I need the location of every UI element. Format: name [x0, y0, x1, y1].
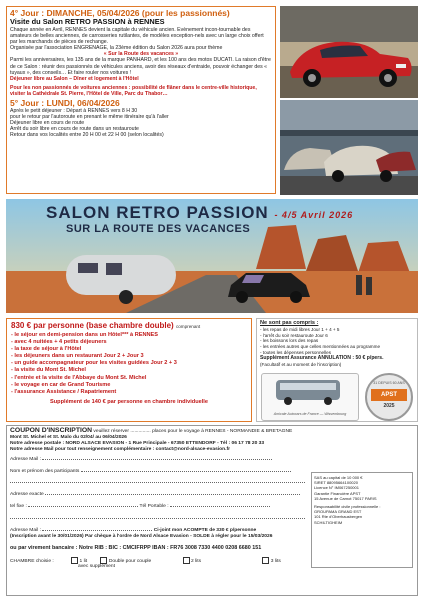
company-info-line: 101 Rte d'Oberhausbergen [314, 514, 363, 520]
company-info-line: GROUPAMA GRAND EST [314, 509, 362, 515]
apst-badge-top: 31 DEPUIS 60 ANS [373, 381, 405, 385]
room-label: CHAMBRE choisie : [10, 558, 54, 564]
not-included-item: - les boissons lors des repas [260, 338, 319, 344]
day4-para5: Pour les non passionnés de voitures anciennes : possibilité de flâner dans le centre-ville historique, visiter la Cathédrale St. Pierre, l'Hôtel de Ville, Parc du Thabor… [10, 84, 257, 97]
room-single-checkbox[interactable] [71, 557, 78, 564]
participants-field-2[interactable] [10, 482, 305, 483]
company-info-box [311, 472, 413, 568]
banner-title [46, 203, 353, 223]
day5-program [10, 99, 272, 138]
room-double-checkbox[interactable] [100, 557, 107, 564]
company-info-line: Licence N° IM067250001 [314, 485, 359, 491]
day4-para4: Déjeuner libre au Salon – Dîner et logement à l'Hôtel [10, 75, 139, 82]
room-two-label: 2 lits [190, 558, 202, 564]
amicale-logo [261, 373, 359, 421]
apst-badge-year: 2025 [383, 403, 395, 409]
price-item: - le séjour en demi-pension dans un Hôtel*** à RENNES [11, 332, 159, 338]
banner-title-text: SALON RETRO PASSION [46, 203, 269, 222]
coupon-address: Notre adresse postale : NORD ALSACE EVASION - 1 Rue Principale - 67350 ETTENDORF - Tél : 06 17 78 20 33 [10, 440, 265, 446]
coupon-email: Notre adresse Mail pour tout renseignement complémentaire : contact@nord-alsace-evasion.fr [10, 446, 231, 452]
not-included-item: - toutes les dépenses personnelles [260, 349, 331, 355]
label-exact-address: Adresse exacte [10, 492, 44, 498]
mobile-field[interactable] [170, 506, 270, 507]
insurance-supplement: Supplément Assurance ANNULATION : 50 € p/pers. [260, 354, 384, 361]
not-included-item: - l'arrêt du soir restauroute Jour 6 [260, 332, 328, 338]
not-included-item: - les entrées autres que celles mentionnées au programme [260, 344, 381, 350]
label-address-mail: Adresse Mail : [10, 456, 41, 462]
day5-line: pour le retour par l'autoroute en prenant le même itinéraire qu'à l'aller [10, 114, 169, 121]
price-item: - les déjeuners dans un restaurant Jour 2 + Jour 3 [11, 353, 144, 360]
not-included-box [256, 318, 418, 422]
price-item: - le voyage en car de Grand Tourisme [11, 381, 111, 388]
price-heading [11, 321, 247, 332]
room-three-checkbox[interactable] [262, 557, 269, 564]
insurance-note: (Facultatif et au moment de l'inscription) [260, 361, 342, 367]
day4-para1: Chaque année en Avril, RENNES devient la capitale du véhicule ancien. Evènement incon-tournable des amateurs de belles anciennes, de carrosseries rutilantes, de modèles exception-nels avec un large choix offert par les marchands de pièces de rechange. [10, 27, 264, 46]
price-box [6, 318, 252, 422]
day4-subheading: Visite du Salon RETRO PASSION à RENNES [10, 17, 165, 26]
coupon-deposit: Ci-joint mon ACOMPTE de 330 € p/personne [153, 528, 257, 534]
day5-line: Déjeuner libre en cours de route [10, 120, 85, 127]
price-supplement: Supplément de 140 € par personne en chambre individuelle [50, 398, 208, 405]
coupon-intro: veuillez réserver ............... places pour le voyage à RENNES - NORMANDIE & BRETAGNE [93, 429, 293, 434]
email-field-2[interactable] [42, 530, 152, 531]
day4-program [6, 6, 276, 194]
not-included-heading: Ne sont pas compris : [260, 320, 319, 326]
coupon-heading: COUPON D'INSCRIPTION [10, 427, 93, 434]
company-info-line: Garantie Financière APST [314, 490, 361, 496]
salon-banner [6, 199, 418, 313]
day4-para3: Parmi les anniversaires, les 135 ans de la marque PANHARD, et les 100 ans des motos DUCATI. La raison d'être de ce Salon : réunir des passionnés de véhicules anciens, avoir des réseaux d'entraide, pouvoir échanger des « tuyaux », des conseils… Et faire rouler nos voitures ! [10, 57, 271, 76]
apst-badge [365, 373, 413, 421]
day5-line: Après le petit déjeuner : Départ à RENNES vers 8 H 30 [10, 108, 138, 115]
tel-field[interactable] [28, 506, 138, 507]
price-item: - la taxe de séjour à l'Hôtel [11, 346, 82, 353]
price-amount: 830 € par personne (base chambre double) [11, 321, 174, 330]
room-two-checkbox[interactable] [183, 557, 190, 564]
label-names: Nom et prénom des participants [10, 468, 80, 474]
company-info-line: SAS au capital de 10 000 € [314, 475, 363, 480]
price-item: - un guide accompagnateur pour les visites guidées Jour 2 + 3 [11, 360, 177, 367]
label-mobile: Tél Portable : [139, 504, 169, 510]
company-info-line: Responsabilité civile professionnelle : [314, 504, 381, 510]
day5-line: Arrêt du soir libre en cours de route dans un restauroute [10, 126, 139, 133]
room-double-label: Double pour couple [108, 558, 152, 564]
apst-badge-brand: APST [371, 389, 407, 401]
not-included-item: - les repas de midi libres Jour 1 + 4 + 5 [260, 326, 340, 332]
coupon-bank: ou par virement bancaire : Notre RIB : BIC : CMCIFRPP IBAN : FR76 3008 7330 4400 0208 6680 151 [10, 544, 262, 551]
address-field[interactable] [45, 494, 300, 495]
day4-heading: 4° Jour : DIMANCHE, 05/04/2026 (pour les passionnés) [10, 8, 230, 18]
label-tel: tel fixe : [10, 504, 27, 510]
day5-heading: 5° Jour : LUNDI, 06/04/2026 [10, 98, 120, 109]
room-three-label: 3 lits [270, 558, 281, 564]
price-item: - la visite du Mont St. Michel [11, 367, 86, 374]
photo-salon-hall [280, 100, 418, 195]
banner-subtitle: SUR LA ROUTE DES VACANCES [66, 223, 251, 235]
room-supplement: avec supplément [78, 564, 115, 570]
price-item: - l'assurance Assistance / Rapatriement [11, 388, 117, 395]
participants-field[interactable] [81, 471, 291, 472]
photo-red-car [280, 6, 418, 98]
day4-theme: « Sur la Route des vacances » [103, 51, 179, 58]
company-info-line: 15 Avenue de Carnot 75017 PARIS [314, 495, 377, 501]
company-info-line: SIRET 88095664100020 [314, 480, 358, 486]
price-item: - avec 4 nuitées + 4 petits déjeuners [11, 339, 107, 346]
extra-field[interactable] [10, 518, 305, 519]
price-item: - l'entrée et la visite de l'Abbaye du Mont St. Michel [11, 374, 147, 381]
day4-para2: Organisée par l'association ENGRENAGE, la 23ème édition du Salon 2026 aura pour thème [10, 45, 223, 52]
day5-line: Retour dans vos localités entre 20 H 00 et 22 H 00 (selon localités) [10, 132, 164, 139]
coupon-dates: Mont St. Michel et St. Malo du 02/04/ au 06/04/2026 [10, 434, 127, 440]
banner-date: - 4/5 Avril 2026 [274, 210, 354, 220]
amicale-logo-text: Amicale Autocars de France — Wissembourg [273, 411, 347, 416]
company-info-line: SCHILTIGHEIM [314, 519, 343, 525]
label-mail2: Adresse Mail : [10, 528, 41, 534]
registration-coupon [6, 425, 418, 596]
email-field[interactable] [42, 459, 272, 460]
price-note: comprenant [175, 324, 201, 329]
coupon-deposit-note: (Inscription avant le 30/01/2026) Par chèque à l'ordre de Nord Alsace Evasion - SOLDE à régler pour le 15/03/2026 [10, 533, 273, 539]
room-single-label: 1 lit [79, 558, 88, 564]
